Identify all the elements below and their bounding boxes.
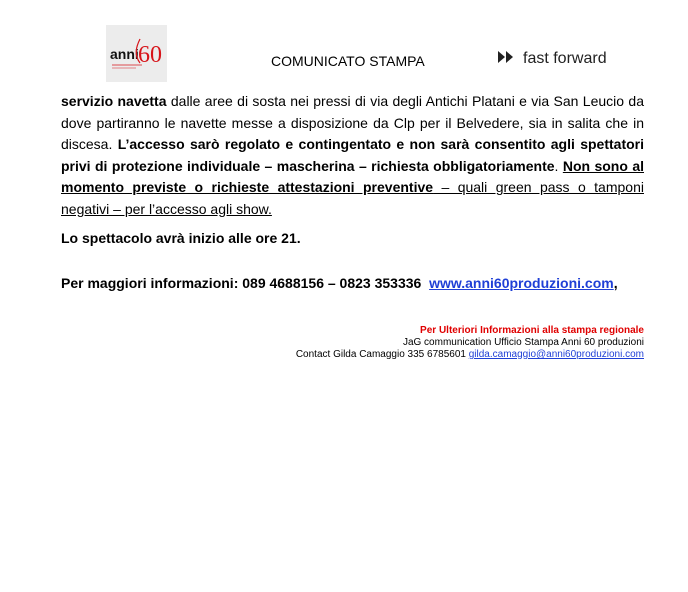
press-heading: Per Ulteriori Informazioni alla stampa regionale [420, 325, 644, 336]
fast-forward-icon [498, 50, 514, 68]
info-label: Per maggiori informazioni: 089 4688156 – 0823 353336 [61, 275, 422, 291]
fast-forward-label: fast forward [523, 50, 607, 67]
press-contact-prefix: Contact Gilda Camaggio 335 6785601 [295, 349, 469, 360]
info-trailing: , [613, 275, 618, 291]
shuttle-text: dalle aree di sosta nei pressi di via degli Antichi Platani e via San Leucio da dove partiranno le navette messe a disposizione da Clp per il Belvedere, sia in salita che in discesa. [61, 93, 644, 152]
anni60-logo [106, 25, 167, 82]
body-paragraph [61, 91, 644, 220]
press-release-title: COMUNICATO STAMPA [271, 53, 425, 69]
press-contact [296, 349, 644, 361]
no-certificates-text: Non sono al momento previste o richieste attestazioni preventive [61, 157, 644, 195]
press-email-link[interactable]: gilda.camaggio@anni60produzioni.com [468, 349, 644, 360]
green-pass-text: – quali green pass o tamponi negativi – per l’accesso agli show. [61, 179, 644, 217]
start-time-text: Lo spettacolo avrà inizio alle ore 21. [61, 230, 301, 246]
fast-forward-brand [498, 50, 607, 68]
info-line [61, 275, 618, 291]
access-rules-text: L’accesso sarò regolato e contingentato e non sarà consentito agli spettatori privi di protezione individuale – mascherina – richiesta obbligatoriamente [61, 136, 645, 174]
website-link[interactable]: www.anni60produzioni.com [429, 275, 614, 291]
svg-text:60: 60 [138, 42, 162, 68]
shuttle-service-term: servizio navetta [61, 93, 167, 109]
press-agency: JaG communication Ufficio Stampa Anni 60 produzioni [402, 337, 644, 348]
svg-text:anni: anni [110, 46, 139, 62]
sentence-end: . [554, 157, 563, 174]
press-contact-block [296, 325, 644, 361]
